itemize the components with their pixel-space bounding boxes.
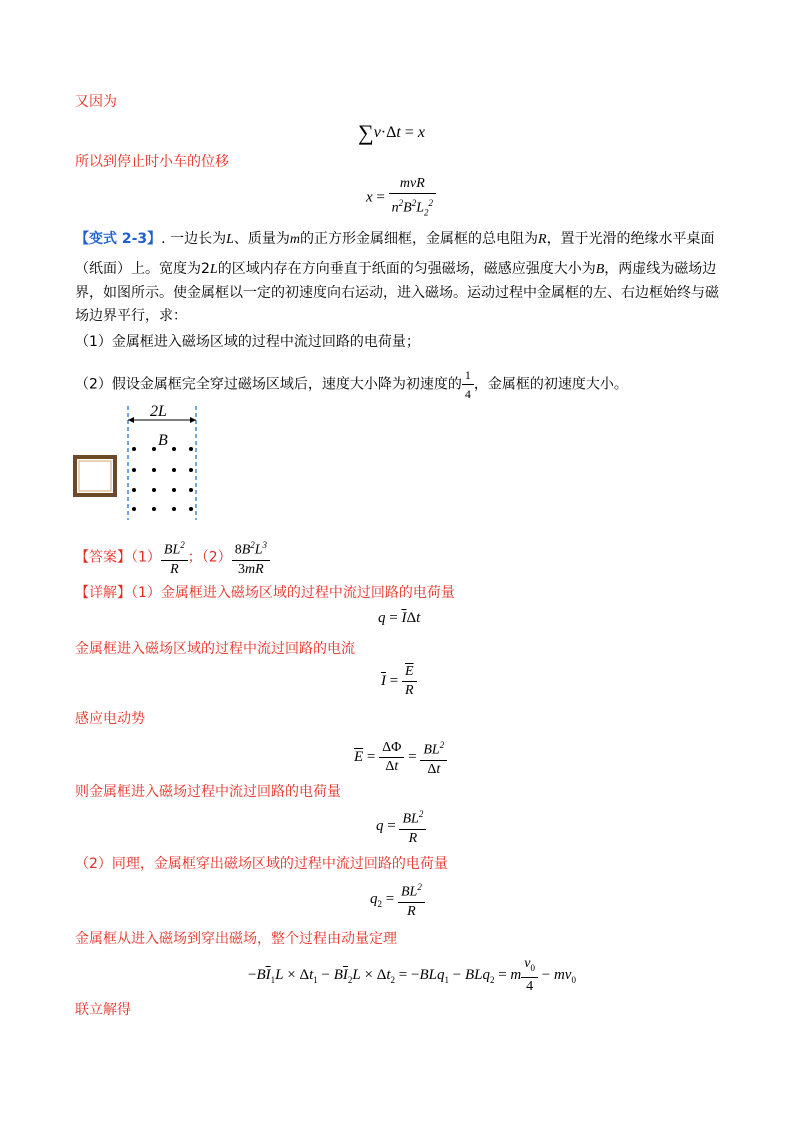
problem-line-3: 界，如图所示。使金属框以一定的初速度向右运动，进入磁场。运动过程中金属框的左、右边框始终与磁 — [75, 285, 719, 301]
eq-x: x = $\frac{\text{mvR}}{n^2B^2L_2^2}$ — [366, 176, 436, 220]
field-dots — [132, 447, 193, 511]
text-youyinwei: 又因为 — [75, 94, 117, 110]
eq-momentum: $-B\overline{I}_1L \times \Delta t_1 - B\overline{I}_2L \times \Delta t_2 = -BLq_1 - BLq_2 = m$ $\frac{v_0}{4}$ − $mv_0$ — [248, 956, 576, 994]
problem-line-1: 【变式 2-3】. 一边长为L、质量为m的正方形金属细框，金属框的总电阻为R，置于光滑的绝缘水平桌面 — [75, 231, 715, 247]
detail-charge-enter: 则金属框进入磁场过程中流过回路的电荷量 — [75, 784, 341, 800]
detail-momentum: 金属框从进入磁场到穿出磁场，整个过程由动量定理 — [75, 931, 397, 947]
field-label: B — [158, 432, 168, 449]
metal-frame — [75, 457, 115, 495]
question-1: （1）金属框进入磁场区域的过程中流过回路的电荷量； — [75, 334, 420, 350]
problem-line-4: 场边界平行，求： — [75, 308, 187, 324]
eq-E: $\overline{E}$ = $\frac{\Delta\Phi}{\Delta t}$ = $\frac{BL^2}{\Delta t}$ — [354, 737, 447, 778]
eq-I: $\overline{I}$ = $\frac{\overline{E}}{R}$ — [381, 664, 417, 699]
eq-q: $q = \overline{I}\Delta t$ — [378, 610, 421, 626]
problem-line-2: （纸面）上。宽度为2L的区域内存在方向垂直于纸面的匀强磁场，磁感应强度大小为B，两虚线为磁场边 — [75, 261, 717, 277]
question-2: （2）假设金属框完全穿过磁场区域后，速度大小降为初速度的 $\frac{1}{4}$ ，金属框的初速度大小。 — [75, 368, 628, 401]
detail-solve: 联立解得 — [75, 1002, 131, 1018]
width-label: 2L — [150, 403, 167, 420]
eq-q-enter: q = $\frac{BL^2}{R}$ — [376, 806, 426, 847]
eq-sum: ∑v·Δt = x — [358, 120, 426, 145]
detail-1: 【详解】（1）金属框进入磁场区域的过程中流过回路的电荷量 — [75, 585, 455, 601]
detail-charge-exit: （2）同理，金属框穿出磁场区域的过程中流过回路的电荷量 — [75, 856, 448, 872]
dotted-emphasis: 光滑的绝缘水平桌面 — [588, 231, 715, 247]
eq-q2: $q_2$ = $\frac{BL^2}{R}$ — [370, 879, 425, 920]
answer-line: 【答案】（1） $\frac{BL^2}{R}$ ；（2） $\frac{8B^2L^3}{3mR}$ — [75, 537, 270, 578]
detail-current: 金属框进入磁场区域的过程中流过回路的电流 — [75, 641, 355, 657]
magnetic-field-figure — [70, 400, 220, 525]
problem-tag: 【变式 2-3】 — [75, 231, 162, 247]
text-displacement: 所以到停止时小车的位移 — [75, 154, 229, 170]
detail-emf: 感应电动势 — [75, 711, 145, 727]
